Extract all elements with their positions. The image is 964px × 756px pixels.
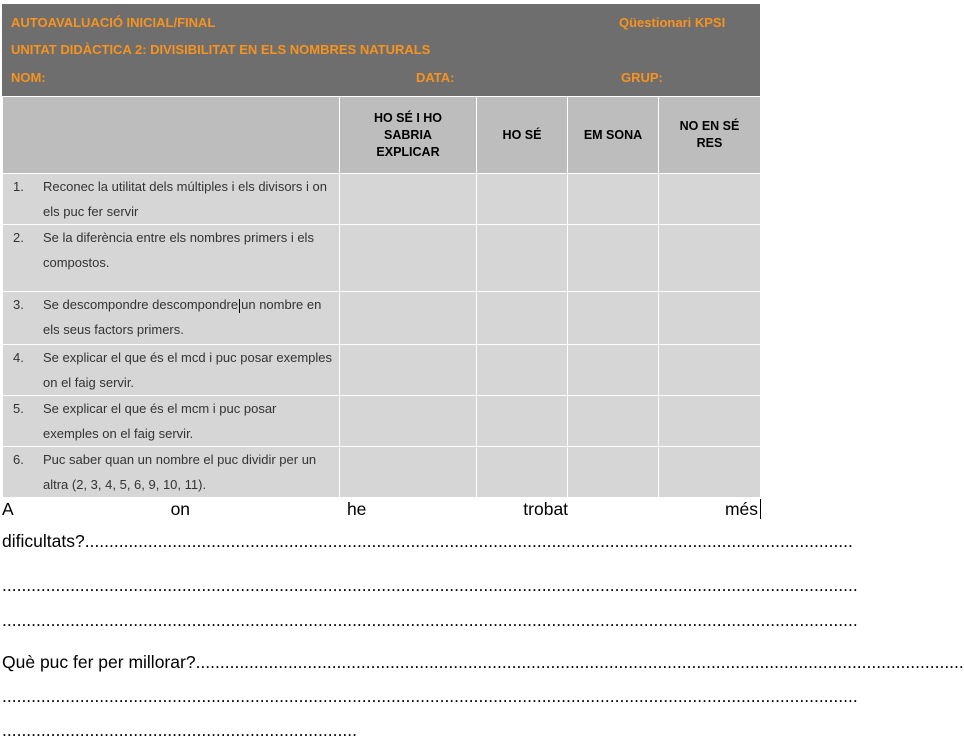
questionnaire-label: Qüestionari KPSI [619, 15, 726, 30]
question-word: A [2, 499, 14, 519]
answer-dotted-line[interactable]: ................................................................................................................................................................................ [2, 575, 858, 595]
text-cursor [760, 499, 761, 519]
question-2-text: Què puc fer per millorar? [2, 652, 196, 672]
item-text: Se la diferència entre els nombres primers i els compostos. [43, 230, 314, 270]
rating-cell[interactable] [477, 447, 568, 498]
table-row [3, 292, 761, 345]
item-cell [3, 396, 340, 447]
answer-dotted-line[interactable]: ................................................................................................................................................................................ [2, 686, 858, 706]
item-text: Puc saber quan un nombre el puc dividir per un altra (2, 3, 4, 5, 6, 9, 10, 11). [43, 452, 317, 492]
date-label: DATA: [416, 70, 455, 85]
col-header-item [3, 97, 340, 174]
unit-title: UNITAT DIDÀCTICA 2: DIVISIBILITAT EN ELS NOMBRES NATURALS [11, 42, 431, 57]
rating-cell[interactable] [340, 225, 477, 292]
table-row [3, 447, 761, 498]
rating-cell[interactable] [659, 447, 761, 498]
table-row [3, 174, 761, 225]
item-cell [3, 292, 340, 345]
rating-cell[interactable] [659, 174, 761, 225]
item-number: 1. [13, 179, 24, 194]
item-text [43, 292, 337, 342]
rating-cell[interactable] [659, 225, 761, 292]
question-word: he [346, 499, 367, 519]
item-cell [3, 345, 340, 396]
rating-cell[interactable] [568, 396, 659, 447]
question-1-answer-line[interactable]: dificultats?.............................................................................................................................................................. [2, 531, 853, 551]
question-2-line[interactable]: Què puc fer per millorar?.............................................................................................................................................................. [2, 652, 964, 672]
answer-dotted-line[interactable]: ......................................................................... [2, 720, 357, 740]
rating-cell[interactable] [477, 396, 568, 447]
col-header-ho-se: HO SÉ [477, 97, 568, 174]
item-cell [3, 174, 340, 225]
item-text: Reconec la utilitat dels múltiples i els divisors i on els puc fer servir [43, 179, 327, 219]
rating-cell[interactable] [340, 174, 477, 225]
rating-cell[interactable] [477, 174, 568, 225]
rating-cell[interactable] [659, 292, 761, 345]
rating-cell[interactable] [340, 396, 477, 447]
item-text: Se explicar el que és el mcm i puc posar exemples on el faig servir. [43, 401, 277, 441]
question-1-line [2, 497, 758, 521]
rating-cell[interactable] [477, 292, 568, 345]
rating-cell[interactable] [568, 292, 659, 345]
item-text: Se explicar el que és el mcd i puc posar exemples on el faig servir. [43, 350, 333, 390]
table-row [3, 225, 761, 292]
table-row [3, 345, 761, 396]
kpsi-table [2, 96, 761, 498]
rating-cell[interactable] [659, 396, 761, 447]
rating-cell[interactable] [340, 292, 477, 345]
table-row [3, 396, 761, 447]
item-number: 4. [13, 350, 24, 365]
item-text-part: un nombre en els seus factors primers. [43, 297, 322, 337]
item-cell [3, 225, 340, 292]
kpsi-header [2, 4, 760, 96]
question-word: on [170, 499, 191, 519]
group-label: GRUP: [621, 70, 663, 85]
text-cursor [239, 299, 240, 313]
col-header-no-en-se-res: NO EN SÉ RES [659, 97, 761, 174]
rating-cell[interactable] [477, 225, 568, 292]
item-number: 2. [13, 230, 24, 245]
item-number: 3. [13, 297, 24, 312]
name-label: NOM: [11, 70, 46, 85]
rating-cell[interactable] [568, 225, 659, 292]
rating-cell[interactable] [568, 174, 659, 225]
header-title: AUTOAVALUACIÓ INICIAL/FINAL [11, 15, 216, 30]
rating-cell[interactable] [340, 447, 477, 498]
question-word: trobat [523, 499, 569, 519]
col-header-ho-se-explicar: HO SÉ I HO SABRIA EXPLICAR [340, 97, 477, 174]
answer-dotted-line[interactable]: ................................................................................................................................................................................ [2, 610, 858, 630]
col-header-em-sona: EM SONA [568, 97, 659, 174]
item-text-part: Se descompondre descompondre [43, 297, 239, 312]
item-number: 5. [13, 401, 24, 416]
rating-cell[interactable] [568, 447, 659, 498]
rating-cell[interactable] [340, 345, 477, 396]
rating-cell[interactable] [477, 345, 568, 396]
rating-cell[interactable] [568, 345, 659, 396]
rating-cell[interactable] [659, 345, 761, 396]
item-cell [3, 447, 340, 498]
question-word: més [724, 499, 758, 519]
question-1-continuation: dificultats? [2, 531, 85, 551]
item-number: 6. [13, 452, 24, 467]
table-header-row [3, 97, 761, 174]
